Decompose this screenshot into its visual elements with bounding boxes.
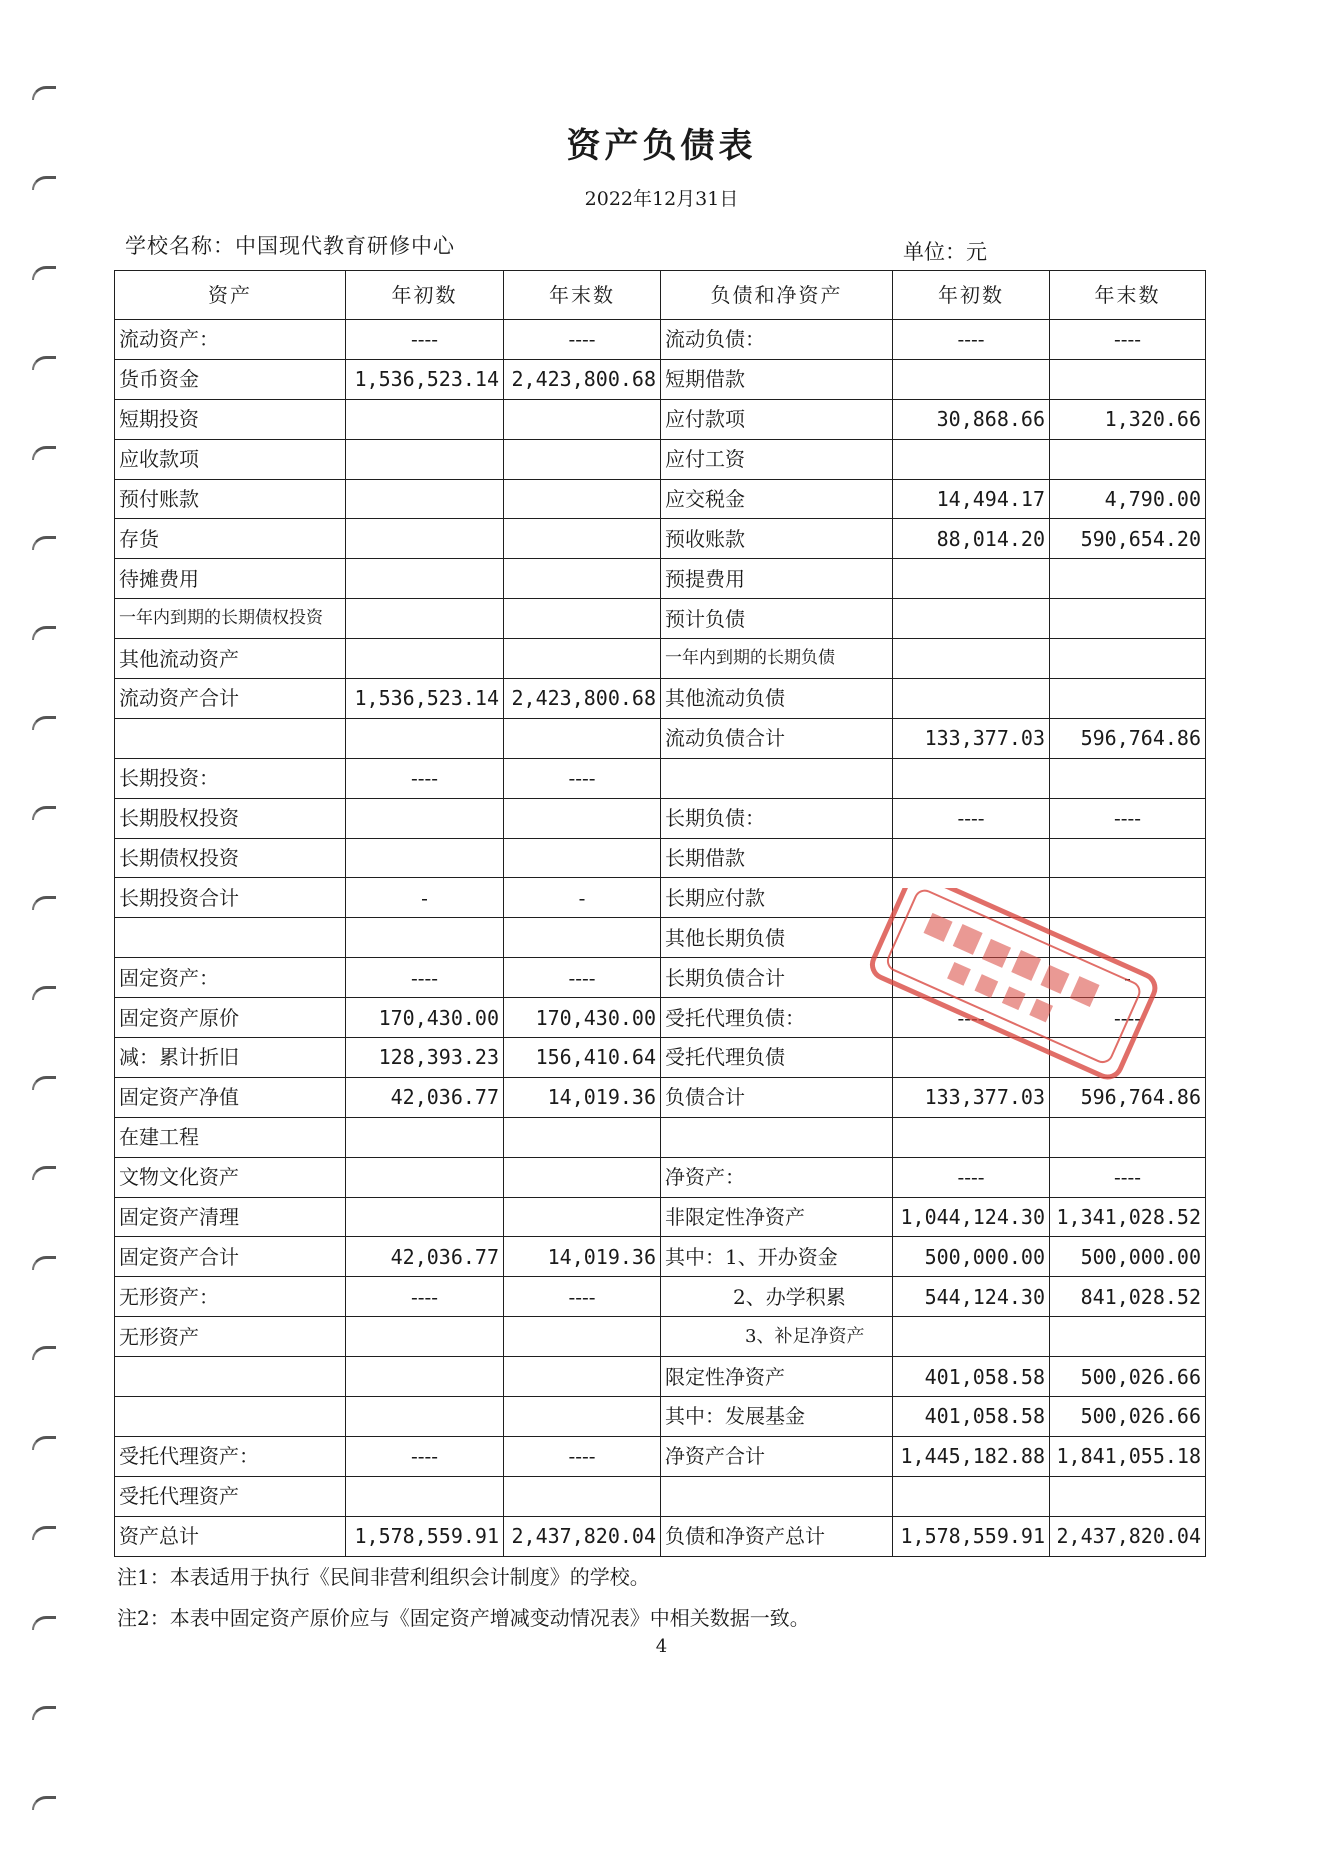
- liability-end-value: 1,341,028.52: [1050, 1197, 1206, 1237]
- asset-end-value: 2,423,800.68: [504, 359, 661, 399]
- liability-begin-value: [893, 1117, 1050, 1157]
- liability-label: [661, 758, 893, 798]
- binding-mark: [32, 716, 56, 730]
- liability-end-value: [1050, 1117, 1206, 1157]
- asset-label: 受托代理资产: [115, 1476, 346, 1516]
- table-row: [115, 1077, 1206, 1117]
- liability-label: 长期应付款: [661, 878, 893, 918]
- page-title: 资产负债表: [566, 126, 757, 166]
- liability-label: 预计负债: [661, 599, 893, 639]
- liability-end-value: 596,764.86: [1050, 1077, 1206, 1117]
- table-row: [115, 1197, 1206, 1237]
- liability-begin-value: [893, 559, 1050, 599]
- asset-end-value: ----: [504, 1436, 661, 1476]
- header-assets-begin: 年初数: [346, 271, 504, 320]
- asset-begin-value: [346, 479, 504, 519]
- binding-mark: [32, 536, 56, 550]
- asset-begin-value: [346, 639, 504, 679]
- asset-end-value: 14,019.36: [504, 1077, 661, 1117]
- binding-mark: [32, 626, 56, 640]
- asset-begin-value: 128,393.23: [346, 1038, 504, 1078]
- liability-end-value: [1050, 838, 1206, 878]
- asset-label: [115, 718, 346, 758]
- note-1: 注1：本表适用于执行《民间非营利组织会计制度》的学校。: [117, 1565, 650, 1589]
- asset-label: 固定资产：: [115, 958, 346, 998]
- table-row: [115, 399, 1206, 439]
- binding-mark: [32, 1616, 56, 1630]
- asset-label: 固定资产净值: [115, 1077, 346, 1117]
- asset-end-value: [504, 1117, 661, 1157]
- liability-begin-value: 1,578,559.91: [893, 1516, 1050, 1556]
- asset-end-value: ----: [504, 758, 661, 798]
- asset-end-value: [504, 1397, 661, 1437]
- liability-begin-value: [893, 758, 1050, 798]
- binding-mark: [32, 356, 56, 370]
- liability-end-value: 500,026.66: [1050, 1357, 1206, 1397]
- liability-end-value: 1,320.66: [1050, 399, 1206, 439]
- table-row: [115, 718, 1206, 758]
- asset-begin-value: [346, 1476, 504, 1516]
- liability-begin-value: [893, 679, 1050, 719]
- unit-label: 单位：元: [903, 240, 987, 264]
- asset-begin-value: [346, 1197, 504, 1237]
- liability-end-value: [1050, 1317, 1206, 1357]
- asset-begin-value: [346, 798, 504, 838]
- liability-begin-value: [893, 1317, 1050, 1357]
- liability-begin-value: 133,377.03: [893, 718, 1050, 758]
- asset-label: 无形资产: [115, 1317, 346, 1357]
- school-name: 学校名称：中国现代教育研修中心: [125, 234, 455, 258]
- table-row: [115, 1157, 1206, 1197]
- asset-label: 其他流动资产: [115, 639, 346, 679]
- liability-begin-value: 401,058.58: [893, 1397, 1050, 1437]
- liability-begin-value: 30,868.66: [893, 399, 1050, 439]
- liability-begin-value: [893, 599, 1050, 639]
- liability-end-value: 4,790.00: [1050, 479, 1206, 519]
- liability-label: 其他长期负债: [661, 918, 893, 958]
- binding-mark: [32, 1796, 56, 1810]
- liability-label: 限定性净资产: [661, 1357, 893, 1397]
- header-assets: 资产: [115, 271, 346, 320]
- binding-mark: [32, 986, 56, 1000]
- table-row: [115, 1397, 1206, 1437]
- binding-mark: [32, 1256, 56, 1270]
- asset-label: 固定资产合计: [115, 1237, 346, 1277]
- asset-end-value: -: [504, 878, 661, 918]
- asset-end-value: [504, 519, 661, 559]
- liability-end-value: [1050, 1476, 1206, 1516]
- liability-begin-value: ----: [893, 798, 1050, 838]
- liability-label: 应交税金: [661, 479, 893, 519]
- asset-label: 货币资金: [115, 359, 346, 399]
- table-row: [115, 1277, 1206, 1317]
- liability-label: [661, 1476, 893, 1516]
- asset-label: 应收款项: [115, 439, 346, 479]
- liability-label: 其他流动负债: [661, 679, 893, 719]
- liability-label: 受托代理负债: [661, 1038, 893, 1078]
- asset-begin-value: ----: [346, 320, 504, 360]
- asset-begin-value: [346, 918, 504, 958]
- asset-end-value: [504, 399, 661, 439]
- asset-begin-value: 1,578,559.91: [346, 1516, 504, 1556]
- asset-end-value: [504, 918, 661, 958]
- asset-begin-value: 42,036.77: [346, 1077, 504, 1117]
- binding-mark: [32, 1346, 56, 1360]
- liability-end-value: 590,654.20: [1050, 519, 1206, 559]
- header-assets-end: 年末数: [504, 271, 661, 320]
- asset-end-value: ----: [504, 1277, 661, 1317]
- liability-begin-value: [893, 1476, 1050, 1516]
- asset-end-value: ----: [504, 320, 661, 360]
- header-liabilities: 负债和净资产: [661, 271, 893, 320]
- asset-end-value: 14,019.36: [504, 1237, 661, 1277]
- table-row: [115, 958, 1206, 998]
- liability-label: 流动负债合计: [661, 718, 893, 758]
- asset-begin-value: [346, 1317, 504, 1357]
- liability-end-value: 2,437,820.04: [1050, 1516, 1206, 1556]
- asset-label: 长期投资合计: [115, 878, 346, 918]
- balance-sheet-table: [114, 270, 1206, 1557]
- liability-begin-value: 1,044,124.30: [893, 1197, 1050, 1237]
- asset-label: 一年内到期的长期债权投资: [115, 599, 346, 639]
- binding-mark: [32, 1166, 56, 1180]
- header-liab-end: 年末数: [1050, 271, 1206, 320]
- liability-label: 长期负债合计: [661, 958, 893, 998]
- asset-begin-value: [346, 559, 504, 599]
- asset-begin-value: [346, 599, 504, 639]
- table-row: [115, 1237, 1206, 1277]
- asset-begin-value: 42,036.77: [346, 1237, 504, 1277]
- asset-end-value: 2,437,820.04: [504, 1516, 661, 1556]
- asset-begin-value: -: [346, 878, 504, 918]
- asset-end-value: [504, 1157, 661, 1197]
- liability-begin-value: [893, 878, 1050, 918]
- table-row: [115, 599, 1206, 639]
- liability-end-value: [1050, 559, 1206, 599]
- liability-end-value: [1050, 599, 1206, 639]
- asset-label: 长期债权投资: [115, 838, 346, 878]
- liability-label: 一年内到期的长期负债: [661, 639, 893, 679]
- asset-begin-value: ----: [346, 1436, 504, 1476]
- liability-label: 流动负债：: [661, 320, 893, 360]
- table-row: [115, 359, 1206, 399]
- table-row: [115, 838, 1206, 878]
- liability-begin-value: 544,124.30: [893, 1277, 1050, 1317]
- liability-label: 长期借款: [661, 838, 893, 878]
- asset-label: 待摊费用: [115, 559, 346, 599]
- asset-begin-value: [346, 1157, 504, 1197]
- page-number: 4: [655, 1636, 668, 1657]
- liability-end-value: [1050, 918, 1206, 958]
- table-row: [115, 998, 1206, 1038]
- liability-end-value: [1050, 679, 1206, 719]
- binding-mark: [32, 1706, 56, 1720]
- table-row: [115, 918, 1206, 958]
- liability-end-value: [1050, 359, 1206, 399]
- liability-end-value: ----: [1050, 320, 1206, 360]
- table-row: [115, 758, 1206, 798]
- asset-begin-value: [346, 718, 504, 758]
- asset-begin-value: [346, 1357, 504, 1397]
- liability-end-value: ----: [1050, 798, 1206, 838]
- binding-mark: [32, 806, 56, 820]
- asset-label: 长期投资：: [115, 758, 346, 798]
- table-row: [115, 479, 1206, 519]
- liability-end-value: 596,764.86: [1050, 718, 1206, 758]
- table-row: [115, 559, 1206, 599]
- asset-label: 流动资产：: [115, 320, 346, 360]
- asset-begin-value: 1,536,523.14: [346, 679, 504, 719]
- liability-end-value: [1050, 439, 1206, 479]
- table-header-row: [115, 271, 1206, 320]
- liability-label: 其中：发展基金: [661, 1397, 893, 1437]
- binding-mark: [32, 1436, 56, 1450]
- liability-label: 应付工资: [661, 439, 893, 479]
- table-row: [115, 1436, 1206, 1476]
- liability-end-value: 1,841,055.18: [1050, 1436, 1206, 1476]
- asset-begin-value: ----: [346, 958, 504, 998]
- liability-end-value: 500,026.66: [1050, 1397, 1206, 1437]
- liability-end-value: [1050, 639, 1206, 679]
- asset-end-value: 156,410.64: [504, 1038, 661, 1078]
- asset-begin-value: [346, 519, 504, 559]
- asset-label: [115, 1357, 346, 1397]
- liability-label: 3、补足净资产: [661, 1317, 893, 1357]
- asset-label: 预付账款: [115, 479, 346, 519]
- liability-label: 非限定性净资产: [661, 1197, 893, 1237]
- liability-label: [661, 1117, 893, 1157]
- binding-mark: [32, 446, 56, 460]
- table-row: [115, 320, 1206, 360]
- asset-label: [115, 918, 346, 958]
- liability-begin-value: 1,445,182.88: [893, 1436, 1050, 1476]
- note-2: 注2：本表中固定资产原价应与《固定资产增减变动情况表》中相关数据一致。: [117, 1606, 810, 1630]
- liability-begin-value: [893, 918, 1050, 958]
- asset-end-value: [504, 439, 661, 479]
- liability-begin-value: 14,494.17: [893, 479, 1050, 519]
- asset-label: 流动资产合计: [115, 679, 346, 719]
- asset-end-value: [504, 599, 661, 639]
- liability-label: 其中：1、开办资金: [661, 1237, 893, 1277]
- table-row: [115, 639, 1206, 679]
- liability-label: 净资产：: [661, 1157, 893, 1197]
- asset-end-value: ----: [504, 958, 661, 998]
- table-row: [115, 679, 1206, 719]
- asset-label: 文物文化资产: [115, 1157, 346, 1197]
- liability-end-value: [1050, 878, 1206, 918]
- asset-begin-value: [346, 399, 504, 439]
- table-row: [115, 1317, 1206, 1357]
- liability-end-value: [1050, 758, 1206, 798]
- asset-label: 存货: [115, 519, 346, 559]
- asset-begin-value: 1,536,523.14: [346, 359, 504, 399]
- binding-mark: [32, 266, 56, 280]
- liability-label: 2、办学积累: [661, 1277, 893, 1317]
- asset-begin-value: [346, 838, 504, 878]
- liability-begin-value: 88,014.20: [893, 519, 1050, 559]
- liability-end-value: 500,000.00: [1050, 1237, 1206, 1277]
- asset-label: 受托代理资产：: [115, 1436, 346, 1476]
- asset-label: [115, 1397, 346, 1437]
- asset-end-value: [504, 479, 661, 519]
- table-row: [115, 878, 1206, 918]
- table-row: [115, 1476, 1206, 1516]
- asset-label: 无形资产：: [115, 1277, 346, 1317]
- asset-end-value: [504, 1197, 661, 1237]
- table-row: [115, 439, 1206, 479]
- binding-mark: [32, 896, 56, 910]
- header-liab-begin: 年初数: [893, 271, 1050, 320]
- liability-label: 净资产合计: [661, 1436, 893, 1476]
- asset-label: 减：累计折旧: [115, 1038, 346, 1078]
- binding-mark: [32, 1076, 56, 1090]
- binding-mark: [32, 86, 56, 100]
- asset-end-value: [504, 798, 661, 838]
- asset-begin-value: [346, 439, 504, 479]
- liability-begin-value: [893, 1038, 1050, 1078]
- table-row: [115, 1516, 1206, 1556]
- liability-end-value: [1050, 1038, 1206, 1078]
- liability-end-value: ----: [1050, 998, 1206, 1038]
- asset-end-value: [504, 559, 661, 599]
- table-row: [115, 1357, 1206, 1397]
- liability-label: 负债合计: [661, 1077, 893, 1117]
- liability-begin-value: 401,058.58: [893, 1357, 1050, 1397]
- asset-begin-value: [346, 1117, 504, 1157]
- asset-label: 固定资产原价: [115, 998, 346, 1038]
- table-row: [115, 798, 1206, 838]
- liability-label: 负债和净资产总计: [661, 1516, 893, 1556]
- asset-begin-value: ----: [346, 1277, 504, 1317]
- asset-end-value: [504, 1476, 661, 1516]
- liability-end-value: 841,028.52: [1050, 1277, 1206, 1317]
- asset-end-value: [504, 718, 661, 758]
- asset-label: 固定资产清理: [115, 1197, 346, 1237]
- asset-end-value: 2,423,800.68: [504, 679, 661, 719]
- liability-end-value: -: [1050, 958, 1206, 998]
- asset-label: 在建工程: [115, 1117, 346, 1157]
- liability-begin-value: [893, 359, 1050, 399]
- asset-begin-value: 170,430.00: [346, 998, 504, 1038]
- liability-label: 受托代理负债：: [661, 998, 893, 1038]
- asset-end-value: [504, 1317, 661, 1357]
- liability-label: 预收账款: [661, 519, 893, 559]
- asset-begin-value: ----: [346, 758, 504, 798]
- asset-label: 长期股权投资: [115, 798, 346, 838]
- asset-label: 短期投资: [115, 399, 346, 439]
- asset-label: 资产总计: [115, 1516, 346, 1556]
- liability-begin-value: [893, 439, 1050, 479]
- liability-begin-value: ----: [893, 1157, 1050, 1197]
- asset-end-value: [504, 639, 661, 679]
- liability-begin-value: [893, 639, 1050, 679]
- liability-begin-value: ----: [893, 320, 1050, 360]
- liability-begin-value: 500,000.00: [893, 1237, 1050, 1277]
- liability-label: 长期负债：: [661, 798, 893, 838]
- asset-end-value: [504, 838, 661, 878]
- binding-mark: [32, 1526, 56, 1540]
- liability-label: 预提费用: [661, 559, 893, 599]
- liability-begin-value: 133,377.03: [893, 1077, 1050, 1117]
- asset-begin-value: [346, 1397, 504, 1437]
- asset-end-value: 170,430.00: [504, 998, 661, 1038]
- table-row: [115, 519, 1206, 559]
- report-date: 2022年12月31日: [584, 188, 739, 210]
- liability-label: 应付款项: [661, 399, 893, 439]
- liability-begin-value: ----: [893, 998, 1050, 1038]
- table-row: [115, 1117, 1206, 1157]
- liability-end-value: ----: [1050, 1157, 1206, 1197]
- liability-begin-value: [893, 838, 1050, 878]
- table-row: [115, 1038, 1206, 1078]
- liability-begin-value: [893, 958, 1050, 998]
- liability-label: 短期借款: [661, 359, 893, 399]
- asset-end-value: [504, 1357, 661, 1397]
